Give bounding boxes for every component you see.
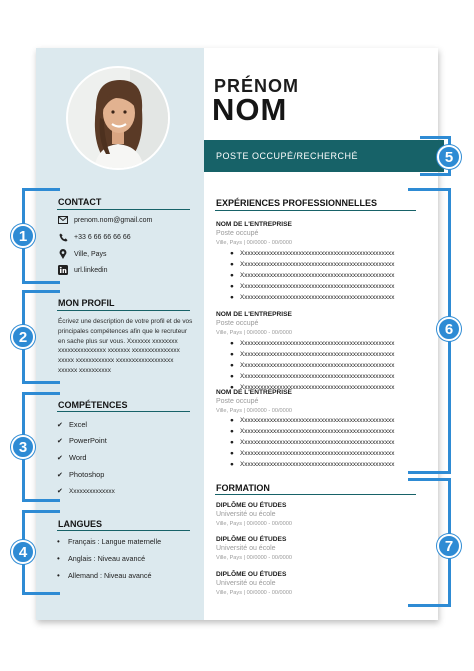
bullet-icon: • — [57, 537, 60, 546]
bracket-6-bottom — [408, 471, 451, 474]
bracket-4-bottom — [22, 592, 60, 595]
contact-linkedin-text: url.linkedin — [74, 266, 108, 274]
job-bullet: ● Xxxxxxxxxxxxxxxxxxxxxxxxxxxxxxxxxxxxxxxxxxxxxxxx — [230, 351, 395, 358]
bullet-icon: • — [57, 571, 60, 580]
bracket-7-top — [408, 478, 451, 481]
bullet-icon: • — [57, 554, 60, 563]
marker-3: 3 — [11, 435, 35, 459]
contact-phone-text: +33 6 66 66 66 66 — [74, 233, 131, 241]
degree-title: DIPLÔME OU ÉTUDES — [216, 536, 287, 543]
language-item: • Français : Langue maternelle — [57, 537, 162, 546]
bracket-2-top — [22, 290, 60, 293]
languages-divider — [57, 530, 190, 531]
job-title: Poste occupé — [216, 320, 259, 327]
marker-5: 5 — [437, 145, 461, 169]
check-icon: ✔ — [57, 472, 63, 479]
first-name: PRÉNOM — [214, 76, 300, 96]
profile-description: Écrivez une description de votre profil et de vos principales compétences afin que le recruteur en sache plus sur vous. Xxxxxxx xxxxxxxx xxxxxxxxxxxxxxx xxxxxxx xxxxxxxxxxxxxxx xxxxx xxxxxxxxxxxx xxxxxxxxxxxxxxxxxx xxxxxx xxxxxxxxxx — [58, 318, 193, 374]
skills-heading: COMPÉTENCES — [58, 400, 128, 410]
company-name: NOM DE L'ENTREPRISE — [216, 311, 292, 318]
skills-divider — [57, 411, 190, 412]
contact-email — [58, 213, 152, 227]
envelope-icon — [58, 215, 68, 225]
job-bullet: ● Xxxxxxxxxxxxxxxxxxxxxxxxxxxxxxxxxxxxxxxxxxxxxxxx — [230, 461, 395, 468]
portrait-illustration — [68, 68, 168, 168]
job-title: Poste occupé — [216, 230, 259, 237]
bracket-5-top — [420, 136, 451, 139]
check-icon: ✔ — [57, 438, 63, 445]
profile-divider — [57, 310, 190, 311]
job-bullet: ● Xxxxxxxxxxxxxxxxxxxxxxxxxxxxxxxxxxxxxxxxxxxxxxxx — [230, 340, 395, 347]
job-bullet: ● Xxxxxxxxxxxxxxxxxxxxxxxxxxxxxxxxxxxxxxxxxxxxxxxx — [230, 261, 395, 268]
language-item: • Anglais : Niveau avancé — [57, 554, 146, 563]
company-name: NOM DE L'ENTREPRISE — [216, 389, 292, 396]
marker-7: 7 — [437, 534, 461, 558]
check-icon: ✔ — [57, 488, 63, 495]
job-bullet: ● Xxxxxxxxxxxxxxxxxxxxxxxxxxxxxxxxxxxxxxxxxxxxxxxx — [230, 428, 395, 435]
marker-4: 4 — [11, 540, 35, 564]
job-bullet: ● Xxxxxxxxxxxxxxxxxxxxxxxxxxxxxxxxxxxxxxxxxxxxxxxx — [230, 373, 395, 380]
marker-2: 2 — [11, 325, 35, 349]
contact-linkedin — [58, 263, 107, 277]
education-heading: FORMATION — [216, 483, 270, 493]
education-divider — [215, 494, 416, 495]
last-name: NOM — [212, 92, 288, 127]
job-bullet: ● Xxxxxxxxxxxxxxxxxxxxxxxxxxxxxxxxxxxxxxxxxxxxxxxx — [230, 272, 395, 279]
job-bullet: ● Xxxxxxxxxxxxxxxxxxxxxxxxxxxxxxxxxxxxxxxxxxxxxxxx — [230, 384, 395, 391]
degree-title: DIPLÔME OU ÉTUDES — [216, 571, 287, 578]
degree-meta: Ville, Pays | 00/0000 - 00/0000 — [216, 590, 292, 596]
profile-heading: MON PROFIL — [58, 298, 115, 308]
languages-heading: LANGUES — [58, 519, 103, 529]
phone-icon — [58, 232, 68, 242]
school-name: Université ou école — [216, 511, 276, 518]
contact-location — [58, 247, 107, 261]
job-bullet: ● Xxxxxxxxxxxxxxxxxxxxxxxxxxxxxxxxxxxxxxxxxxxxxxxx — [230, 294, 395, 301]
language-item: • Allemand : Niveau avancé — [57, 571, 152, 580]
check-icon: ✔ — [57, 422, 63, 429]
contact-heading: CONTACT — [58, 197, 102, 207]
bracket-3-top — [22, 392, 60, 395]
job-meta: Ville, Pays | 00/0000 - 00/0000 — [216, 240, 292, 246]
job-bullet: ● Xxxxxxxxxxxxxxxxxxxxxxxxxxxxxxxxxxxxxxxxxxxxxxxx — [230, 450, 395, 457]
contact-divider — [57, 209, 190, 210]
company-name: NOM DE L'ENTREPRISE — [216, 221, 292, 228]
skill-item: ✔ Photoshop — [57, 470, 105, 479]
bracket-5-bottom — [420, 173, 451, 176]
location-pin-icon — [58, 249, 68, 259]
experience-heading: EXPÉRIENCES PROFESSIONNELLES — [216, 198, 378, 208]
skill-item: ✔ PowerPoint — [57, 436, 107, 445]
degree-meta: Ville, Pays | 00/0000 - 00/0000 — [216, 521, 292, 527]
bracket-4-top — [22, 510, 60, 513]
job-meta: Ville, Pays | 00/0000 - 00/0000 — [216, 330, 292, 336]
skill-item: ✔ Excel — [57, 420, 88, 429]
contact-email-text: prenom.nom@gmail.com — [74, 216, 153, 224]
linkedin-icon — [58, 265, 68, 275]
position-title: POSTE OCCUPÉ/RECHERCHÉ — [216, 151, 359, 161]
bracket-7-bottom — [408, 604, 451, 607]
job-bullet: ● Xxxxxxxxxxxxxxxxxxxxxxxxxxxxxxxxxxxxxxxxxxxxxxxx — [230, 362, 395, 369]
experience-divider — [215, 210, 416, 211]
bracket-1-bottom — [22, 281, 60, 284]
job-bullet: ● Xxxxxxxxxxxxxxxxxxxxxxxxxxxxxxxxxxxxxxxxxxxxxxxx — [230, 283, 395, 290]
check-icon: ✔ — [57, 455, 63, 462]
degree-title: DIPLÔME OU ÉTUDES — [216, 502, 287, 509]
job-title: Poste occupé — [216, 398, 259, 405]
skill-item: ✔ Xxxxxxxxxxxxxx — [57, 488, 115, 495]
marker-6: 6 — [437, 317, 461, 341]
job-meta: Ville, Pays | 00/0000 - 00/0000 — [216, 408, 292, 414]
bracket-2-bottom — [22, 381, 60, 384]
degree-meta: Ville, Pays | 00/0000 - 00/0000 — [216, 555, 292, 561]
contact-phone — [58, 230, 131, 244]
contact-location-text: Ville, Pays — [74, 250, 107, 258]
bracket-3-bottom — [22, 499, 60, 502]
skill-item: ✔ Word — [57, 453, 87, 462]
bracket-1-top — [22, 188, 60, 191]
profile-photo — [66, 66, 170, 170]
marker-1: 1 — [11, 224, 35, 248]
job-bullet: ● Xxxxxxxxxxxxxxxxxxxxxxxxxxxxxxxxxxxxxxxxxxxxxxxx — [230, 250, 395, 257]
school-name: Université ou école — [216, 545, 276, 552]
bracket-6-top — [408, 188, 451, 191]
job-bullet: ● Xxxxxxxxxxxxxxxxxxxxxxxxxxxxxxxxxxxxxxxxxxxxxxxx — [230, 439, 395, 446]
job-bullet: ● Xxxxxxxxxxxxxxxxxxxxxxxxxxxxxxxxxxxxxxxxxxxxxxxx — [230, 417, 395, 424]
school-name: Université ou école — [216, 580, 276, 587]
